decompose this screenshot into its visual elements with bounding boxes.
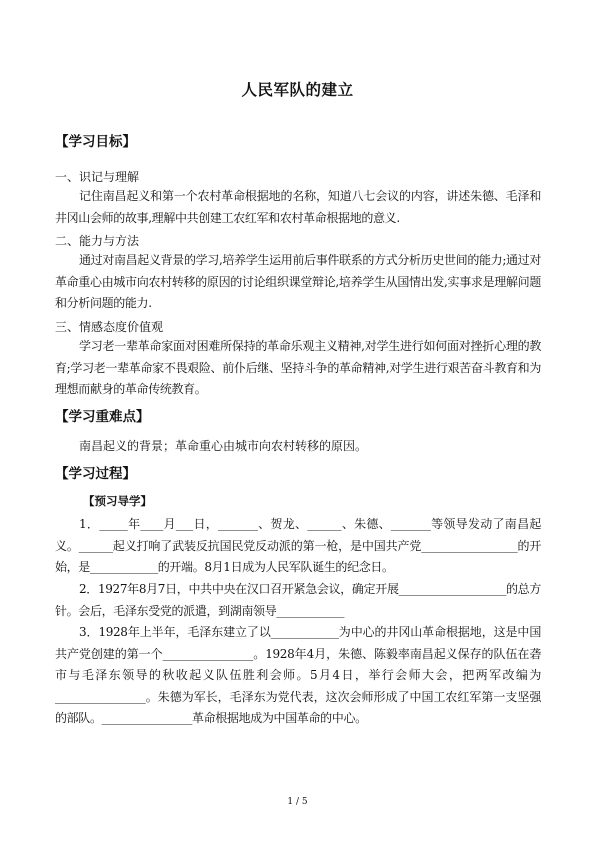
page-number: 1 / 5 [287,797,308,807]
preview-question-3: 3．1928年上半年，毛泽东建立了以____________为中心的井冈山革命根据地，这是中国共产党创建的第一个________________。1928年4月，朱德、陈毅率南昌起义保存的队伍在砻市与毛泽东领导的秋收起义队伍胜利会师。5月4日，举行会师大会，把两军改编为________________。朱德为军长，毛泽东为党代表，这次会师形成了中国工农红军第一支坚强的部队。________________革命根据地成为中国革命的中心。 [55,625,541,725]
page-title: 人民军队的建立 [241,81,354,99]
preview-question-1: 1．_____年____月___日，_______、贺龙、______、朱德、_______等领导发动了南昌起义。______起义打响了武装反抗国民党反动派的第一枪，是中国共产党_________________的开始，是____________的开端。8月1日成为人民军队诞生的纪念日。 [55,517,541,574]
objective-3-label: 三、情感态度价值观 [55,320,164,334]
key-points-text: 南昌起义的背景；革命重心由城市向农村转移的原因。 [79,439,368,453]
objective-3-text: 学习老一辈革命家面对困难所保持的革命乐观主义精神,对学生进行如何面对挫折心理的教育;学习老一辈革命家不畏艰险、前仆后继、坚持斗争的革命精神,对学生进行艰苦奋斗教育和为理想而献身的革命传统教育。 [55,339,541,396]
objectives-heading: 【学习目标】 [55,134,136,150]
key-points-heading: 【学习重难点】 [55,409,150,425]
process-heading: 【学习过程】 [55,466,136,482]
objective-2-label: 二、能力与方法 [55,234,140,248]
objective-1-label: 一、识记与理解 [55,170,140,184]
objective-1-text: 记住南昌起义和第一个农村革命根据地的名称，知道八七会议的内容，讲述朱德、毛泽和井冈山会师的故事,理解中共创建工农红军和农村革命根据地的意义. [55,189,541,225]
preview-guide-heading: 【预习导学】 [83,494,152,508]
preview-question-2: 2．1927年8月7日，中共中央在汉口召开紧急会议，确定开展___________________的总方针。会后，毛泽东受党的派遣，到湖南领导____________ [55,582,541,618]
objective-2-text: 通过对南昌起义背景的学习,培养学生运用前后事件联系的方式分析历史世间的能力;通过对革命重心由城市向农村转移的原因的讨论组织课堂辩论,培养学生从国情出发,实事求是理解问题和分析问题的能力. [55,253,541,310]
